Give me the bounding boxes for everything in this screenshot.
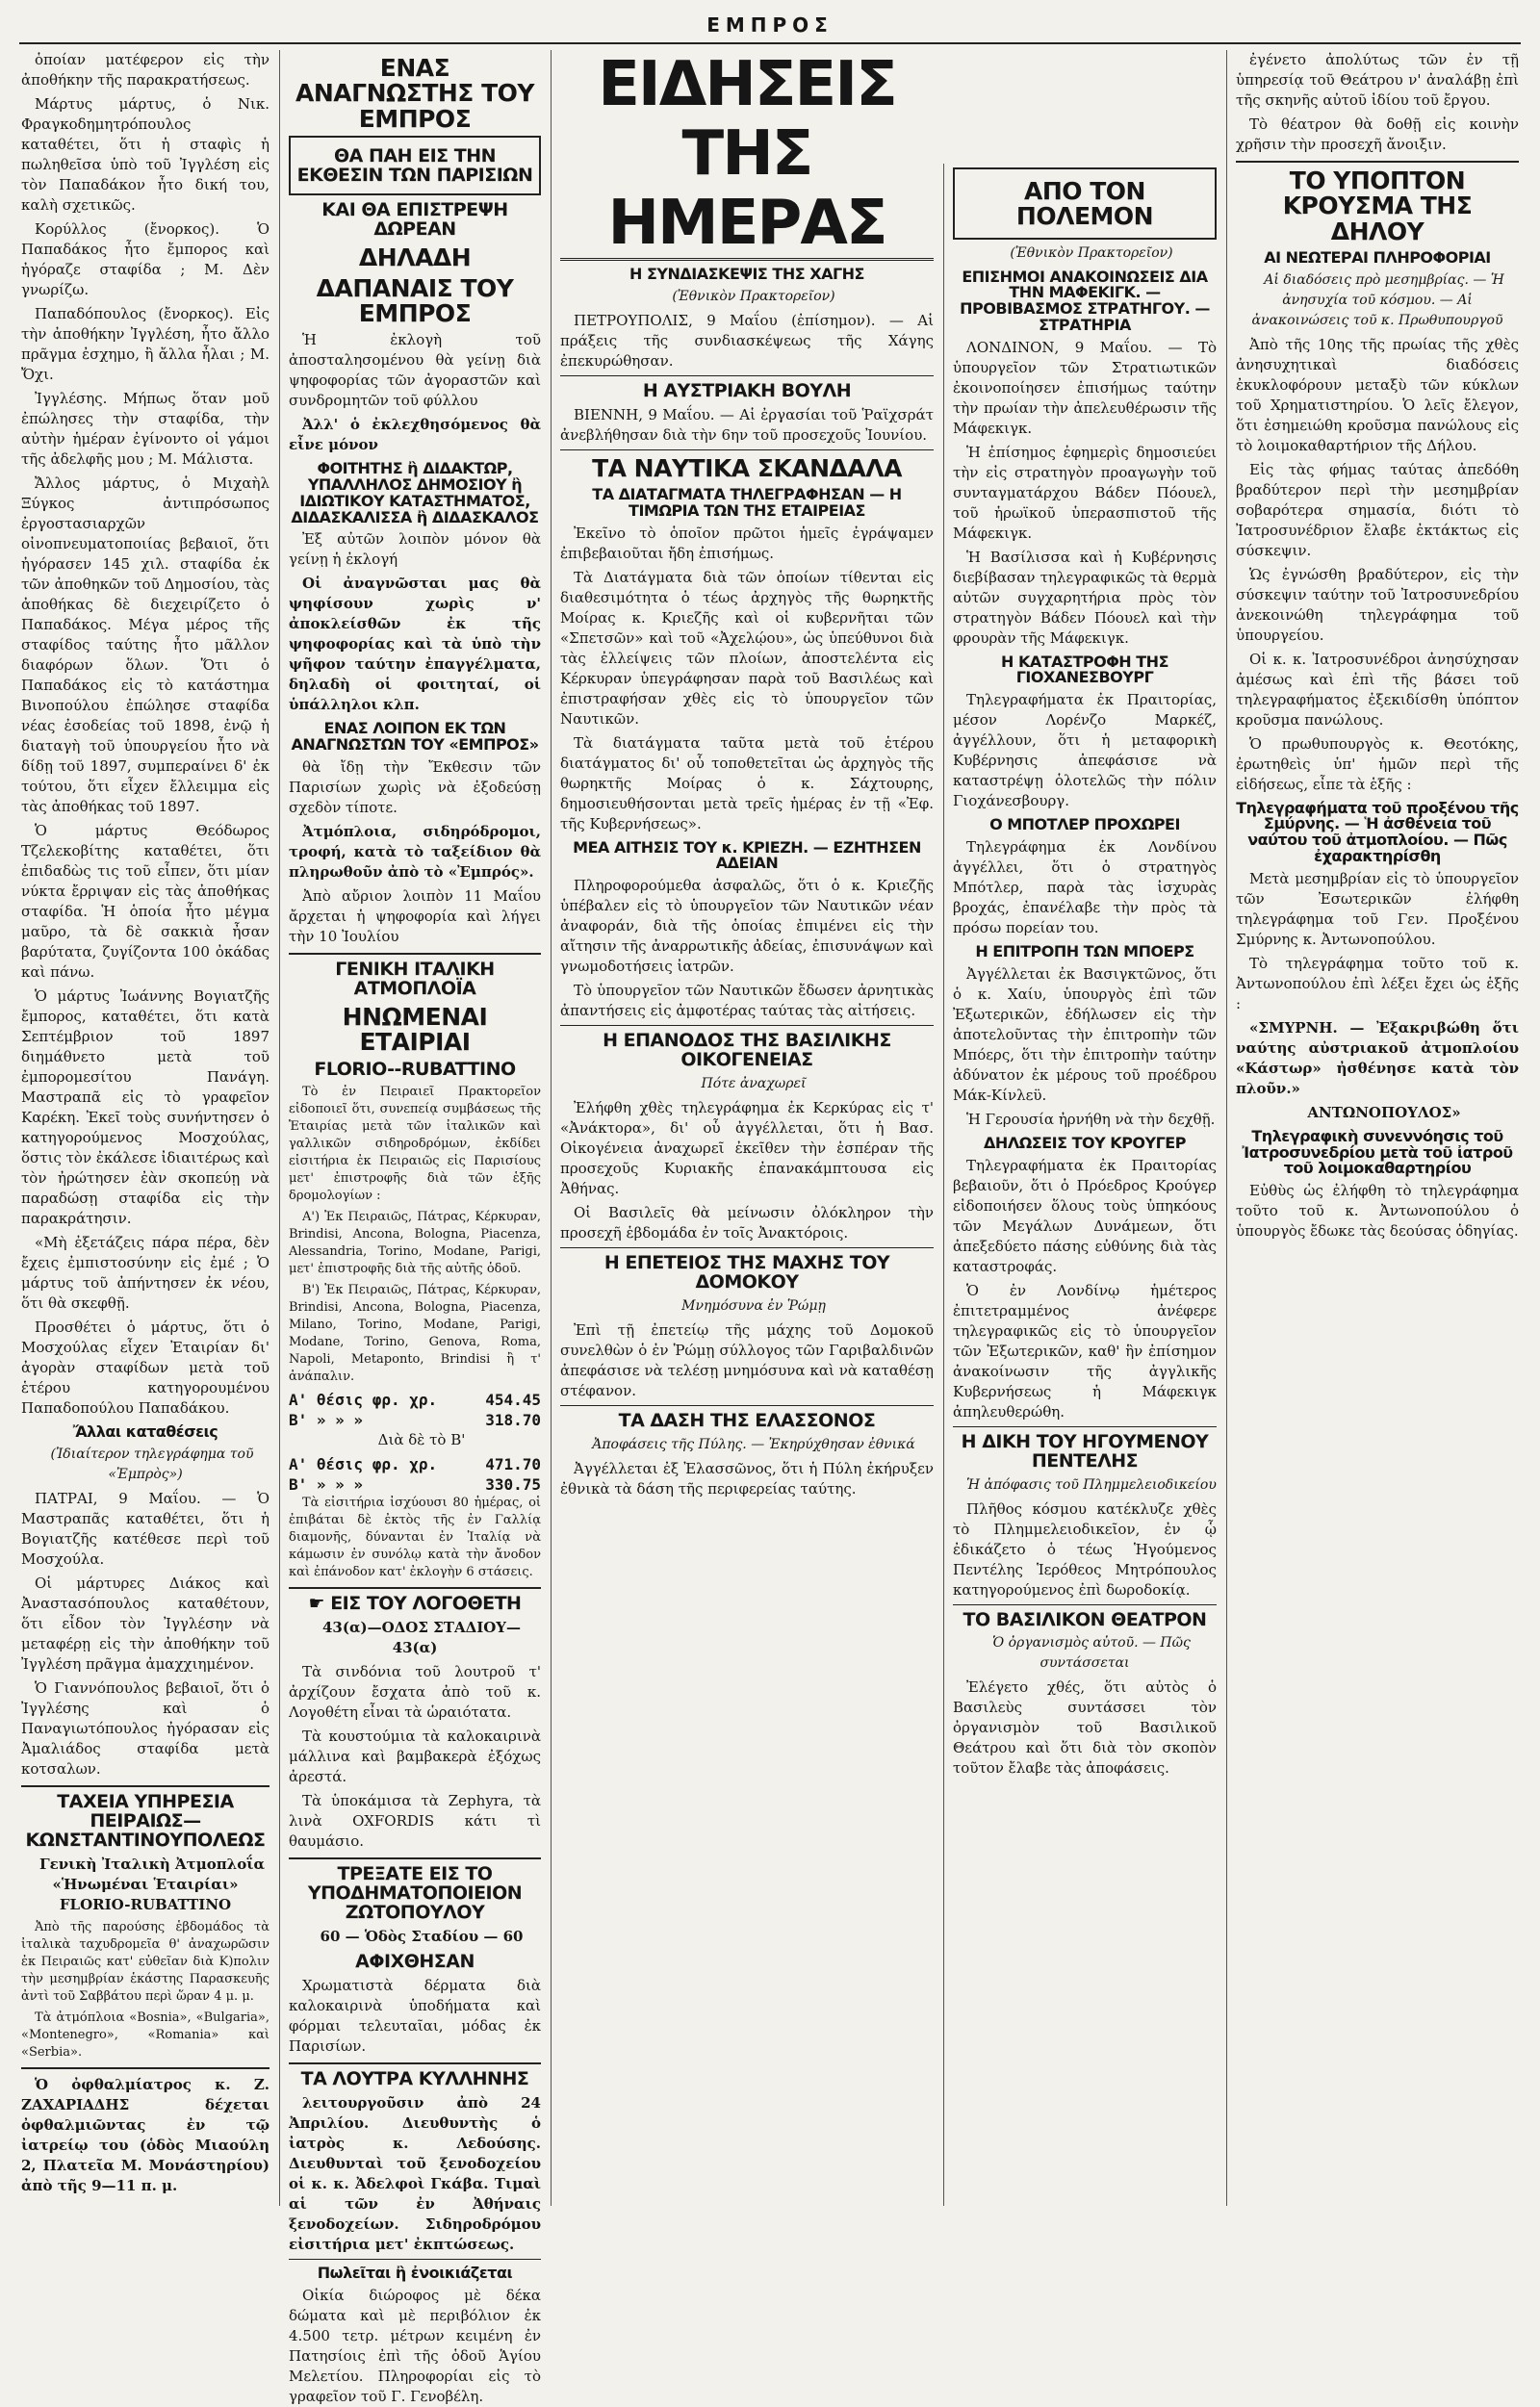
article-text: Ἄλλος μάρτυς, ὁ Μιχαὴλ Ξύγκος ἀντιπρόσωπος ἐργοστασιαρχῶν οἰνοπνευματοποιίας βεβαιοῖ, ὅτι ἠγόρασεν 145 χιλ. σταφίδα ἐκ τῶν ἀποθηκῶν τοῦ Δημοσίου, τὰς ἀποθήκας δὲ διεχειρίζετο ὁ Παπαδάκος. Μέγα μέρος τῆς σταφίδος ταύτης ἦτο μᾶλλον διαφόρων ὅλων. Ὅτι ὁ Παπαδάκος εἰς τὸ κατάστημα Βινοπούλου ἐπώλησε σταφίδα νέας ἐσοδείας τοῦ 1898, ἐνῷ ἡ διαταγὴ τοῦ ὑπουργείου ἦτο νὰ δίδῃ τοῦ 1897, συμπεραίνει δ' ἐκ τούτου, ὅτι εἶχεν ἔλλειμμα εἰς τὰς ἀποθήκας τοῦ 1897.: [21, 474, 270, 815]
news-text: Μετὰ μεσημβρίαν εἰς τὸ ὑπουργεῖον τῶν Ἐσωτερικῶν ἐλήφθη τηλεγράφημα τοῦ Γεν. Προξένου Σμύρνης κ. Ἀντωνοπούλου.: [1236, 869, 1519, 948]
price-row: [289, 1454, 541, 1474]
divider-rule: [560, 1247, 934, 1248]
masthead: ΕΜΠΡΟΣ: [706, 13, 834, 37]
news-heading: Η ΕΠΑΝΟΔΟΣ ΤΗΣ ΒΑΣΙΛΙΚΗΣ ΟΙΚΟΓΕΝΕΙΑΣ: [603, 1030, 891, 1071]
news-text: Ἡ ἐπίσημος ἐφημερὶς δημοσιεύει τὴν εἰς στρατηγὸν προαγωγὴν τοῦ συνταγματάρχου Βάδεν Πόουελ, τοῦ ἡρωϊκοῦ ὑπερασπιστοῦ τῆς Μάφεκιγκ.: [953, 443, 1217, 542]
news-subheading: ΑΙ ΝΕΩΤΕΡΑΙ ΠΛΗΡΟΦΟΡΙΑΙ: [1264, 247, 1491, 267]
ad-headline: ΔΑΠΑΝΑΙΣ ΤΟΥ ΕΜΠΡΟΣ: [316, 273, 514, 327]
ad-text: Τὰ εἰσιτήρια ἰσχύουσι 80 ἡμέρας, οἱ ἐπιβάται δὲ ἐκτὸς τῆς ἐν Γαλλίᾳ διαμονῆς, δύνανται ἐν Ἰταλίᾳ νὰ κάμωσιν ἐν συνόλῳ κατὰ τὴν ἄνοδον καὶ ἐπάνοδον κατ' ἐκλογὴν 6 στάσεις.: [289, 1496, 541, 1580]
news-subheading: Ὁ ὀργανισμὸς αὐτοῦ. — Πῶς συντάσσεται: [992, 1635, 1191, 1672]
ad-subheading: Γενικὴ Ἰταλικὴ Ἀτμοπλοΐα «Ἡνωμέναι Ἑταιρίαι» FLORIO-RUBATTINO: [38, 1855, 266, 1913]
article-text: Ὁ μάρτυς Θεόδωρος Τζελεκοβίτης καταθέτει, ὅτι ἐπιδαδὼς τις τοῦ εἶπεν, ὅτι μίαν νύκτα ἔρριψαν εἰς τὰς ἀποθήκας σταφίδα. Ἡ ὁποία ἦτο μέγμα μαῦρο, τὰ δὲ σακκιὰ ἦσαν βαρύτατα, ζυγίζοντα 100 ὀκάδας καὶ πάνω.: [21, 822, 270, 981]
price-value: 454.45: [485, 1391, 541, 1410]
ad-text: Ὁ ὀφθαλμίατρος κ. Ζ. ΖΑΧΑΡΙΑΔΗΣ δέχεται ὀφθαλμιῶντας ἐν τῷ ἰατρείῳ του (ὁδὸς Μιαούλη 2, Πλατεῖα Μ. Μονάστηρίου) ἀπὸ τῆς 9—11 π. μ.: [21, 2075, 270, 2194]
price-label: Β' » » »: [289, 1411, 364, 1430]
ad-text: Τὸ ἐν Πειραιεῖ Πρακτορεῖον εἰδοποιεῖ ὅτι, συνεπείᾳ συμβάσεως τῆς Ἑταιρίας μετὰ τῶν ἰταλικῶν καὶ γαλλικῶν σιδηροδρόμων, ἐκδίδει εἰσιτήρια ἐκ Πειραιῶς εἰς Παρισίους μετ' ἐπιστροφῆς διὰ τῶν ἑξῆς δρομολογίων :: [289, 1085, 541, 1204]
news-subheading: Τηλεγραφήματα τοῦ προξένου τῆς Σμύρνης. — Ἡ ἀσθένεια τοῦ ναύτου τοῦ ἀτμοπλοίου. — Πῶς ἐχαρακτηρίσθη: [1236, 798, 1519, 865]
news-text: Τὰ Διατάγματα διὰ τῶν ὁποίων τίθενται εἰς διαθεσιμότητα ὁ τέως ἀρχηγὸς τῆς θωρηκτῆς Μοίρας κ. Κριεζῆς καὶ οἱ κυβερνῆται τῶν «Σπετσῶν» καὶ τοῦ «Ἀχελῴου», ὡς ὑπεύθυνοι διὰ τὰς ἐλλείψεις τῶν πλοίων, ἀποστελέντα εἰς Κέρκυραν ὑπεγράφησαν παρὰ τοῦ Βασιλέως καὶ ἐπιστραφήσαν χθὲς εἰς τὸ ὑπουργεῖον τῶν Ναυτικῶν.: [560, 568, 934, 728]
divider-rule: [560, 449, 934, 450]
ad-headline: ΓΕΝΙΚΗ ΙΤΑΛΙΚΗ ΑΤΜΟΠΛΟΪΑ: [335, 959, 495, 999]
pointing-hand-icon: ☛: [308, 1593, 331, 1615]
divider-rule: [289, 1587, 541, 1589]
divider-rule: [21, 1785, 270, 1787]
article-text: Ἰγγλέσης. Μήπως ὅταν μοῦ ἐπώλησες τὴν σταφίδα, τὴν αὐτὴν ἡμέραν ἐγίνοντο οἱ γάμοι τῆς ἀδελφῆς μου ; Μ. Μάλιστα.: [21, 390, 270, 468]
news-heading: Η ΔΙΚΗ ΤΟΥ ΗΓΟΥΜΕΝΟΥ ΠΕΝΤΕΛΗΣ: [961, 1430, 1209, 1472]
column-3: [560, 50, 934, 2206]
news-text: Οἱ Βασιλεῖς θὰ μείνωσιν ὀλόκληρον τὴν προσεχῆ ἑβδομάδα ἐν τοῖς Ἀνακτόροις.: [560, 1204, 934, 1242]
ad-text: Τὰ ὑποκάμισα τὰ Zephyra, τὰ λινὰ OXFORDIS κάτι τὶ θαυμάσιο.: [289, 1792, 541, 1851]
news-heading: ΤΟ ΒΑΣΙΛΙΚΟΝ ΘΕΑΤΡΟΝ: [962, 1608, 1207, 1630]
column-4: [953, 164, 1217, 2206]
news-subheading: Τηλεγραφικὴ συνεννόησις τοῦ Ἰατροσυνεδρίου μετὰ τοῦ ἰατροῦ τοῦ λοιμοκαθαρτηρίου: [1242, 1126, 1513, 1178]
news-text: Ἐλήφθη χθὲς τηλεγράφημα ἐκ Κερκύρας εἰς τ' «Ἀνάκτορα», δι' οὗ ἀγγέλλεται, ὅτι ἡ Βασ. Οἰκογένεια ἀναχωρεῖ ἐκεῖθεν τὴν ἑσπέραν τῆς προσεχοῦς Κυριακῆς ἐπανακάμπτουσα εἰς Ἀθήνας.: [560, 1099, 934, 1198]
ad-text: Ἀπὸ τῆς παρούσης ἑβδομάδος τὰ ἰταλικὰ ταχυδρομεῖα θ' ἀναχωρῶσιν ἐκ Πειραιῶς κατ' εὐθεῖαν διὰ Κ)πολιν τὴν μεσημβρίαν ἑκάστης Παρασκευῆς ἀντὶ τοῦ Σαββάτου περὶ ὥραν 4 μ. μ.: [21, 1919, 270, 2004]
ad-headline: [289, 1595, 541, 1614]
news-text: Εἰς τὰς φήμας ταύτας ἀπεδόθη βραδύτερον περὶ τὴν μεσημβρίαν σοβαρότερα σημασία, διότι τὸ Ἰατροσυνέδριον ἔλαβε ἐκτάκτως εἰς σύσκεψιν.: [1236, 460, 1519, 559]
ad-text: Ἐξ αὐτῶν λοιπὸν μόνον θὰ γείνῃ ἡ ἐκλογή: [289, 530, 541, 569]
news-text: «ΣΜΥΡΝΗ. — Ἐξακριβώθη ὅτι ναύτης αὐστριακοῦ ἀτμοπλοίου «Κάστωρ» ἠσθένησε κατὰ τὸν πλοῦν.»: [1236, 1018, 1519, 1097]
ad-text: Ἀπὸ αὔριον λοιπὸν 11 Μαΐου ἄρχεται ἡ ψηφοφορία καὶ λήγει τὴν 10 Ἰουλίου: [289, 887, 541, 946]
news-text: Τηλεγραφήματα ἐκ Πραιτορίας, μέσον Λορένζο Μαρκέζ, ἀγγέλλουν, ὅτι ἡ μεταφορικὴ Κυβέρνησις ἀπεφάσισε νὰ καταστρέψῃ ὁλοτελῶς τὴν πόλιν Γιοχάνεσβουργ.: [953, 691, 1217, 810]
news-text: Ἀγγέλλεται ἐξ Ἐλασσῶνος, ὅτι ἡ Πύλη ἐκήρυξεν ἐθνικὰ τὰ δάση τῆς περιφερείας ταύτης.: [560, 1459, 934, 1498]
divider-rule: [289, 1857, 541, 1859]
article-text: Παπαδόπουλος (ἔνορκος). Εἰς τὴν ἀποθήκην Ἰγγλέση, ἦτο ἄλλο πρᾶγμα ἐσχημο, ἢ ἄλλα ἦλαι ; Μ. Ὄχι.: [21, 305, 270, 383]
ad-text: θὰ ἴδῃ τὴν Ἔκθεσιν τῶν Παρισίων χωρὶς νὰ ἐξοδεύσῃ σχεδὸν τίποτε.: [289, 758, 541, 817]
divider-rule: [560, 1405, 934, 1406]
news-text: Ὁ πρωθυπουργὸς κ. Θεοτόκης, ἐρωτηθεὶς ὑπ' ἡμῶν περὶ τῆς εἰδήσεως, εἶπε τὰ ἑξῆς :: [1236, 734, 1519, 793]
ad-headline: ΤΑ ΛΟΥΤΡΑ ΚΥΛΛΗΝΗΣ: [300, 2068, 529, 2090]
news-text: Ἐπὶ τῇ ἐπετείῳ τῆς μάχης τοῦ Δομοκοῦ συνελθὼν ὁ ἐν Ῥώμῃ σύλλογος τῶν Γαριβαλδινῶν ἀπεφάσισε νὰ τελέσῃ μνημόσυνα καὶ νὰ καταθέσῃ στέφανον.: [560, 1320, 934, 1399]
news-subheading: ΔΗΛΩΣΕΙΣ ΤΟΥ ΚΡΟΥΓΕΡ: [984, 1133, 1186, 1152]
news-subheading: ΕΠΙΣΗΜΟΙ ΑΝΑΚΟΙΝΩΣΕΙΣ ΔΙΑ ΤΗΝ ΜΑΦΕΚΙΓΚ. — ΠΡΟΒΙΒΑΣΜΟΣ ΣΤΡΑΤΗΓΟΥ. — ΣΤΡΑΤΗΡΙΑ: [960, 267, 1210, 334]
news-subheading: Ο ΜΠΟΤΛΕΡ ΠΡΟΧΩΡΕΙ: [989, 815, 1180, 834]
news-text: Ἐλέγετο χθές, ὅτι αὐτὸς ὁ Βασιλεὺς συντάσσει τὸν ὀργανισμὸν τοῦ Βασιλικοῦ Θεάτρου καὶ ὅτι διὰ τὸν σκοπὸν τοῦτον ἔλαβε τὰς ἀποφάσεις.: [953, 1678, 1217, 1778]
price-row: [289, 1390, 541, 1410]
news-text: Ὁ ἐν Λονδίνῳ ἡμέτερος ἐπιτετραμμένος ἀνέφερε τηλεγραφικῶς εἰς τὸ ὑπουργεῖον τῶν Ἐξωτερικῶν, καθ' ἣν ἐπίσημον ἀνακοίνωσιν τῆς ἀγγλικῆς Κυβερνήσεως ἡ Μάφεκιγκ ἀπηλευθερώθη.: [953, 1281, 1217, 1421]
divider-rule: [560, 375, 934, 376]
article-text: «Μὴ ἐξετάζεις πάρα πέρα, δὲν ἔχεις ἐμπιστοσύνην εἰς ἐμέ ; Ὁ μάρτυς τοῦ ἀπήντησεν ἐκ νέου, ὅτι θὰ σκεφθῇ.: [21, 1234, 270, 1312]
ad-headline: ΕΝΑΣ ΑΝΑΓΝΩΣΤΗΣ ΤΟΥ ΕΜΠΡΟΣ: [295, 54, 534, 133]
news-text: ἐγένετο ἀπολύτως τῶν ἐν τῇ ὑπηρεσίᾳ τοῦ Θεάτρου ν' ἀναλάβῃ ἐπὶ τῆς σκηνῆς αὐτοῦ ἰδίου τοῦ ἔργου.: [1236, 51, 1519, 109]
price-label: Α' θέσις φρ. χρ.: [289, 1455, 438, 1474]
divider-rule: [289, 2259, 541, 2260]
news-text: Τὸ θέατρον θὰ δοθῇ εἰς κοινὴν χρῆσιν τὴν προσεχῆ ἄνοιξιν.: [1236, 115, 1519, 153]
news-heading: ΤΑ ΝΑΥΤΙΚΑ ΣΚΑΝΔΑΛΑ: [592, 453, 902, 482]
divider-rule: [560, 1025, 934, 1026]
ad-text: Α') Ἐκ Πειραιῶς, Πάτρας, Κέρκυραν, Brindisi, Ancona, Bologna, Piacenza, Alessandria, Torino, Modane, Parigi, μετ' ἐπιστροφῆς διὰ τῆς αὐτῆς ὁδοῦ.: [289, 1210, 541, 1277]
price-row: [289, 1474, 541, 1495]
article-text: Οἱ μάρτυρες Διάκος καὶ Ἀναστασόπουλος καταθέτουν, ὅτι εἶδον τὸν Ἰγγλέσην νὰ μεταφέρῃ εἰς τὴν ἀποθήκην τοῦ Ἰγγλέση πρᾶγμα ἀμαχχιημένον.: [21, 1574, 270, 1673]
ad-text: Τὰ ἀτμόπλοια «Bosnia», «Bulgaria», «Montenegro», «Romania» καὶ «Serbia».: [21, 2010, 270, 2060]
news-source: (Ἐθνικὸν Πρακτορεῖον): [1010, 244, 1173, 261]
ad-text: 60 — Ὁδὸς Σταδίου — 60: [320, 1928, 524, 1946]
article-text: ΠΑΤΡΑΙ, 9 Μαΐου. — Ὁ Μαστραπᾶς καταθέτει, ὅτι ἡ Βογιατζῆς κατέθεσε περὶ τοῦ Μοσχούλα.: [21, 1489, 270, 1568]
ad-text: Ἀτμόπλοια, σιδηρόδρομοι, τροφή, κατὰ τὸ ταξείδιον θὰ πληρωθοῦν ἀπὸ τὸ «Ἐμπρός».: [289, 823, 541, 882]
top-rule: [19, 42, 1521, 44]
column-2: [289, 50, 541, 2405]
price-label: Β' » » »: [289, 1475, 364, 1495]
news-subheading: ΜΕΑ ΑΙΤΗΣΙΣ ΤΟΥ κ. ΚΡΙΕΖΗ. — ΕΖΗΤΗΣΕΝ ΑΔΕΙΑΝ: [573, 837, 921, 873]
news-text: ΒΙΕΝΝΗ, 9 Μαΐου. — Αἱ ἐργασίαι τοῦ Ῥαϊχσράτ ἀνεβλήθησαν διὰ τὴν 6ην τοῦ προσεχοῦς Ἰουνίου.: [560, 405, 934, 444]
ad-text: Χρωματιστὰ δέρματα διὰ καλοκαιρινὰ ὑποδήματα καὶ φόρμαι τελευταῖαι, μόδας ἐκ Παρισίων.: [289, 1977, 541, 2056]
ad-text: Ἡ ἐκλογὴ τοῦ ἀποσταλησομένου θὰ γείνῃ διὰ ψηφοφορίας τῶν ἀγοραστῶν καὶ συνδρομητῶν τοῦ φύλλου: [289, 331, 541, 410]
divider-rule: [21, 2067, 270, 2069]
article-text: Προσθέτει ὁ μάρτυς, ὅτι ὁ Μοσχούλας εἶχεν Ἐταιρίαν δι' ἀγορὰν σταφίδων μετὰ τοῦ ἑτέρου κατηγορουμένου Παπαδοπούλου Παπαδάκου.: [21, 1319, 270, 1417]
divider-rule: [289, 2062, 541, 2064]
article-text: ὁποίαν ματέφερον εἰς τὴν ἀποθήκην τῆς παρακρατήσεως.: [21, 51, 270, 89]
section-subheading: (Ἰδιαίτερον τηλεγράφημα τοῦ «Ἐμπρὸς»): [50, 1446, 254, 1482]
news-text: Ἡ Γερουσία ἠρνήθη νὰ τὴν δεχθῇ.: [966, 1110, 1216, 1128]
column-divider: [279, 50, 280, 2206]
news-text: Τηλεγραφήματα ἐκ Πραιτορίας βεβαιοῦν, ὅτι ὁ Πρόεδρος Κρούγερ εἰδοποιήσεν ὅλους τοὺς ὑπηκόους τῶν Μεγάλων Δυνάμεων, ὅτι ἀπεξεδύετο πάσης εὐθύνης διὰ τὰς καταστροφάς.: [953, 1156, 1217, 1275]
ad-text: Οἰκία διώροφος μὲ δέκα δώματα καὶ μὲ περιβόλιον ἐκ 4.500 τετρ. μέτρων κειμένη ἐν Πατησίοις ἐπὶ τῆς ὁδοῦ Ἁγίου Μελετίου. Πληροφορίαι εἰς τὸ γραφεῖον τοῦ Γ. Γενοβέλη.: [289, 2286, 541, 2405]
news-source: (Ἐθνικὸν Πρακτορεῖον): [672, 288, 835, 304]
price-label: Α' θέσις φρ. χρ.: [289, 1391, 438, 1410]
price-row: [289, 1410, 541, 1430]
news-text: Ἀγγέλλεται ἐκ Βασιγκτῶνος, ὅτι ὁ κ. Χαίυ, ὑπουργὸς ἐπὶ τῶν Ἐξωτερικῶν, ἐδήλωσεν εἰς τὴν ἀποτελοῦντας τὴν ἐπιτροπὴν τῶν Μπόερς, ὅτι τὴν ἐπιτροπὴν ταύτην ἀδύνατον ἐκ μέρους τοῦ προέδρου Μάκ-Κίνλεϋ.: [953, 964, 1217, 1104]
article-text: Μάρτυς μάρτυς, ὁ Νικ. Φραγκοδημητρόπουλος καταθέτει, ὅτι ἡ σταφὶς ἡ πωληθεῖσα ὑπὸ τοῦ Ἰγγλέση εἰς τὸν Παπαδάκον ἦτο δική του, καλὴ σχετικῶς.: [21, 95, 270, 214]
column-divider: [1226, 50, 1227, 2206]
news-text: Πλῆθος κόσμου κατέκλυζε χθὲς τὸ Πλημμελειοδικεῖον, ἐν ᾧ ἐδικάζετο ὁ τέως Ἡγούμενος Πεντέλης Ἱερόθεος Μητρόπουλος κατηγορούμενος ἐπὶ δωροδοκίᾳ.: [953, 1499, 1217, 1599]
divider-rule: [953, 1604, 1217, 1605]
news-subheading: Η ΕΠΙΤΡΟΠΗ ΤΩΝ ΜΠΟΕΡΣ: [975, 942, 1194, 961]
news-heading: Η ΣΥΝΔΙΑΣΚΕΨΙΣ ΤΗΣ ΧΑΓΗΣ: [629, 265, 864, 283]
divider-rule: [289, 953, 541, 955]
news-text: Τηλεγράφημα ἐκ Λονδίνου ἀγγέλλει, ὅτι ὁ στρατηγὸς Μπότλερ, παρὰ τὰς ἰσχυρὰς βροχάς, ἐπανέλαβε τὴν πρὸς τὰ πρόσω πορείαν του.: [953, 838, 1217, 937]
news-subheading: Ἡ ἀπόφασις τοῦ Πλημμελειοδικείου: [966, 1476, 1217, 1493]
ad-text: 43(α)—ΟΔΟΣ ΣΤΑΔΙΟΥ—43(α): [321, 1619, 522, 1657]
ad-text: Ἀλλ' ὁ ἐκλεχθησόμενος θὰ εἶνε μόνον: [289, 416, 541, 454]
ad-text: λειτουργοῦσιν ἀπὸ 24 Ἀπριλίου. Διευθυντὴς ὁ ἰατρὸς κ. Λεδούσης. Διευθυνταὶ τοῦ ξενοδοχείου οἱ κ. κ. Ἀδελφοὶ Γκάβα. Τιμαὶ αἱ τῶν ἐν Ἀθήναις ξενοδοχείων. Σιδηροδρόμου εἰσιτήρια μετ' ἐκπτώσεως.: [289, 2093, 541, 2253]
section-banner: ΕΙΔΗΣΕΙΣ ΤΗΣ ΗΜΕΡΑΣ: [560, 50, 934, 261]
ad-heading: ΤΑΧΕΙΑ ΥΠΗΡΕΣΙΑ ΠΕΙΡΑΙΩΣ—ΚΩΝΣΤΑΝΤΙΝΟΥΠΟΛΕΩΣ: [25, 1790, 266, 1851]
divider-rule: [953, 1426, 1217, 1427]
news-text: Ἀπὸ τῆς 10ης τῆς πρωίας τῆς χθὲς ἀνησυχητικαὶ διαδόσεις ἐκυκλοφόρουν μεταξὺ τῶν κύκλων τοῦ Χρηματιστηρίου. Ὁ λεῖς ἔλεγον, ὅτι ἐσημειώθη κροῦσμα πανώλους εἰς τὸ λοιμοκαθαρτήριον τῆς Δήλου.: [1236, 335, 1519, 454]
news-text: Ὡς ἐγνώσθη βραδύτερον, εἰς τὴν σύσκεψιν ταύτην τοῦ Ἰατροσυνεδρίου ἀνεκοινώθη τηλεγράφημα τοῦ ὑπουργείου.: [1236, 565, 1519, 644]
divider-rule: [1236, 161, 1519, 163]
ad-headline: ΦΟΙΤΗΤΗΣ ἢ ΔΙΔΑΚΤΩΡ, ΥΠΑΛΛΗΛΟΣ ΔΗΜΟΣΙΟΥ ἢ ΙΔΙΩΤΙΚΟΥ ΚΑΤΑΣΤΗΜΑΤΟΣ, ΔΙΔΑΣΚΑΛΙΣΣΑ ἢ ΔΙΔΑΣΚΑΛΟΣ: [291, 459, 539, 526]
news-text: Πληροφορούμεθα ἀσφαλῶς, ὅτι ὁ κ. Κριεζῆς ὑπέβαλεν εἰς τὸ ὑπουργεῖον τῶν Ναυτικῶν νέαν ἀναφοράν, διὰ τῆς ὁποίας ἐπιμένει εἰς τὴν αἴτησιν τῆς ἀναρρωτικῆς ἀδείας, ἐπισυνάψων καὶ γνωμοδοτήσεις ἰατρῶν.: [560, 877, 934, 976]
article-text: Ὁ Γιαννόπουλος βεβαιοῖ, ὅτι ὁ Ἰγγλέσης καὶ ὁ Παναγιωτόπουλος ἠγόρασαν εἰς Ἀμαλιάδος σταφίδα μετὰ κοτσαλων.: [21, 1678, 270, 1778]
column-5: [1236, 50, 1519, 2206]
news-heading: ΤΑ ΔΑΣΗ ΤΗΣ ΕΛΑΣΣΟΝΟΣ: [618, 1409, 876, 1431]
ad-headline: ΗΝΩΜΕΝΑΙ ΕΤΑΙΡΙΑΙ: [342, 1002, 488, 1057]
ad-headline: Πωλεῖται ἢ ἐνοικιάζεται: [317, 2263, 513, 2282]
news-heading: ΤΟ ΥΠΟΠΤΟΝ ΚΡΟΥΣΜΑ ΤΗΣ ΔΗΛΟΥ: [1282, 166, 1473, 245]
news-text: Ἡ Βασίλισσα καὶ ἡ Κυβέρνησις διεβίβασαν τηλεγραφικῶς τὰ θερμὰ αὐτῶν συγχαρητήρια πρὸς τὸν στρατηγὸν Βάδεν Πόουελ καὶ τὴν φρουρὰν τῆς Μάφεκιγκ.: [953, 548, 1217, 647]
ad-headline: ΔΗΛΑΔΗ: [358, 243, 472, 271]
ad-text: Τὰ κουστούμια τὰ καλοκαιρινὰ μάλλινα καὶ βαμβακερὰ ἐξόχως ἀρεστά.: [289, 1728, 541, 1786]
news-text: ΠΕΤΡΟΥΠΟΛΙΣ, 9 Μαΐου (ἐπίσημον). — Αἱ πράξεις τῆς συνδιασκέψεως τῆς Χάγης ἐπεκυρώθησαν.: [560, 311, 934, 370]
news-heading: ΑΠΟ ΤΟΝ ΠΟΛΕΜΟΝ: [1015, 177, 1154, 231]
price-value: 330.75: [485, 1475, 541, 1495]
news-subheading: Ἀποφάσεις τῆς Πύλης. — Ἐκηρύχθησαν ἐθνικά: [592, 1436, 915, 1452]
ad-headline: ΕΝΑΣ ΛΟΙΠΟΝ ΕΚ ΤΩΝ ΑΝΑΓΝΩΣΤΩΝ ΤΟΥ «ΕΜΠΡΟΣ»: [291, 719, 539, 755]
column-1: [21, 50, 270, 2206]
section-heading: Ἄλλαι καταθέσεις: [72, 1422, 218, 1441]
news-heading: Η ΕΠΕΤΕΙΟΣ ΤΗΣ ΜΑΧΗΣ ΤΟΥ ΔΟΜΟΚΟΥ: [603, 1252, 890, 1293]
ad-headline: ΤΡΕΞΑΤΕ ΕΙΣ ΤΟ ΥΠΟΔΗΜΑΤΟΠΟΙΕΙΟΝ ΖΩΤΟΠΟΥΛΟΥ: [307, 1863, 523, 1924]
news-subheading: Μνημόσυνα ἐν Ῥώμῃ: [681, 1297, 826, 1314]
news-text: Τὸ τηλεγράφημα τοῦτο τοῦ κ. Ἀντωνοπούλου ἐπὶ λέξει ἔχει ὡς ἑξῆς :: [1236, 954, 1519, 1012]
ad-text: Τὰ σινδόνια τοῦ λουτροῦ τ' ἀρχίζουν ἔσχατα ἀπὸ τοῦ κ. Λογοθέτη εἶναι τὰ ὡραιότατα.: [289, 1663, 541, 1722]
ad-text: Β') Ἐκ Πειραιῶς, Πάτρας, Κέρκυραν, Brindisi, Ancona, Bologna, Piacenza, Milano, Torino, Modane, Parigi, Modane, Torino, Genova, Roma, Napoli, Metaponto, Brindisi ἢ τ' ἀνάπαλιν.: [289, 1283, 541, 1385]
ad-box: [289, 136, 541, 195]
news-text: Τὸ ὑπουργεῖον τῶν Ναυτικῶν ἔδωσεν ἀρνητικὰς ἀπαντήσεις εἰς ἀμφοτέρας ταύτας τὰς αἰτήσεις.: [560, 982, 934, 1020]
ad-headline-text: ΕΙΣ ΤΟΥ ΛΟΓΟΘΕΤΗ: [330, 1593, 522, 1615]
news-text: Εὐθὺς ὡς ἐλήφθη τὸ τηλεγράφημα τοῦτο τοῦ κ. Ἀντωνοπούλου ὁ ὑπουργὸς ἔδωκε τὰς δεούσας ὁδηγίας.: [1236, 1182, 1519, 1241]
article-text: Ὁ μάρτυς Ἰωάννης Βογιατζῆς ἔμπορος, καταθέτει, ὅτι κατὰ Σεπτέμβριον τοῦ 1897 διημάθνετο μετὰ τοῦ ἐμπορομεσίτου Πανάγη. Μαστραπᾶ εἰς τὸ γραφεῖον Καρέκη. Ἐκεῖ τοὺς συνήντησεν ὁ κατηγορούμενος Μοσχούλας, ὅστις τὸν ἐκάλεσε ἰδιαιτέρως καὶ τὸν ἠρώτησεν ἐὰν σκοπεύῃ νὰ παραδώσῃ σταφίδα εἰς τὴν παρακράτησιν.: [21, 987, 270, 1227]
price-value: 318.70: [485, 1411, 541, 1430]
news-heading-box: [953, 167, 1217, 240]
article-text: Κορύλλος (ἔνορκος). Ὁ Παπαδάκος ἦτο ἔμπορος καὶ ἠγόραζε σταφίδα ; Μ. Δὲν γνωρίζω.: [21, 220, 270, 298]
ad-text: Οἱ ἀναγνῶσται μας θὰ ψηφίσουν χωρὶς ν' ἀποκλείσθῶν ἐκ τῆς ψηφοφορίας καὶ τὰ ὑπὸ τὴν ψῆφον ταύτην ἐπαγγέλματα, δηλαδὴ οἱ φοιτηταί, οἱ ὑπάλληλοι κλπ.: [289, 575, 541, 714]
news-subheading: Πότε ἀναχωρεῖ: [701, 1076, 807, 1092]
signature: ΑΝΤΩΝΟΠΟΥΛΟΣ»: [1307, 1103, 1461, 1121]
news-heading: Η ΑΥΣΤΡΙΑΚΗ ΒΟΥΛΗ: [642, 379, 852, 401]
news-text: Οἱ κ. κ. Ἰατροσυνέδροι ἀνησύχησαν ἀμέσως καὶ ἐπὶ τῆς βάσει τοῦ τηλεγραφήματος ἐξεκιδίσθη ὑπόπτον κροῦσμα πανώλους.: [1236, 650, 1519, 729]
price-note: Διὰ δὲ τὸ Β': [377, 1431, 466, 1449]
news-subheading: ΤΑ ΔΙΑΤΑΓΜΑΤΑ ΤΗΛΕΓΡΑΦΗΣΑΝ — Η ΤΙΜΩΡΙΑ ΤΩΝ ΤΗΣ ΕΤΑΙΡΕΙΑΣ: [592, 484, 902, 520]
ad-headline: ΘΑ ΠΑΗ ΕΙΣ ΤΗΝ ΕΚΘΕΣΙΝ ΤΩΝ ΠΑΡΙΣΙΩΝ: [296, 144, 533, 186]
ad-headline: ΚΑΙ ΘΑ ΕΠΙΣΤΡΕΨΗ ΔΩΡΕΑΝ: [321, 198, 508, 240]
price-value: 471.70: [485, 1455, 541, 1474]
news-text: Ἐκεῖνο τὸ ὁποῖον πρῶτοι ἡμεῖς ἐγράψαμεν ἐπιβεβαιοῦται ἤδη ἐπισήμως.: [560, 524, 934, 562]
news-subheading: Αἱ διαδόσεις πρὸ μεσημβρίας. — Ἡ ἀνησυχία τοῦ κόσμου. — Αἱ ἀνακοινώσεις τοῦ κ. Πρωθυπουργοῦ: [1251, 271, 1504, 328]
column-divider: [551, 50, 552, 2206]
news-text: ΛΟΝΔΙΝΟΝ, 9 Μαΐου. — Τὸ ὑπουργεῖον τῶν Στρατιωτικῶν ἐκοινοποίησεν ἐπισήμως ταύτην τὴν πρωίαν τὴν ἀπελευθέρωσιν τῆς Μάφεκιγκ.: [953, 338, 1217, 437]
column-divider: [943, 164, 944, 2206]
ad-headline: FLORIO--RUBATTINO: [314, 1059, 516, 1081]
news-text: Τὰ διατάγματα ταῦτα μετὰ τοῦ ἑτέρου διατάγματος δι' οὗ τοποθετεῖται ὡς ἀρχηγὸς τῆς θωρηκτῆς Μοίρας ὁ κ. Σάχτουρης, δημοσιευθήσονται μετὰ τρεῖς ἡμέρας ἐν τῇ «Ἐφ. τῆς Κυβερνήσεως».: [560, 733, 934, 832]
news-subheading: Η ΚΑΤΑΣΤΡΟΦΗ ΤΗΣ ΓΙΟΧΑΝΕΣΒΟΥΡΓ: [1000, 652, 1168, 687]
ad-headline: ΑΦΙΧΘΗΣΑΝ: [355, 1951, 475, 1973]
